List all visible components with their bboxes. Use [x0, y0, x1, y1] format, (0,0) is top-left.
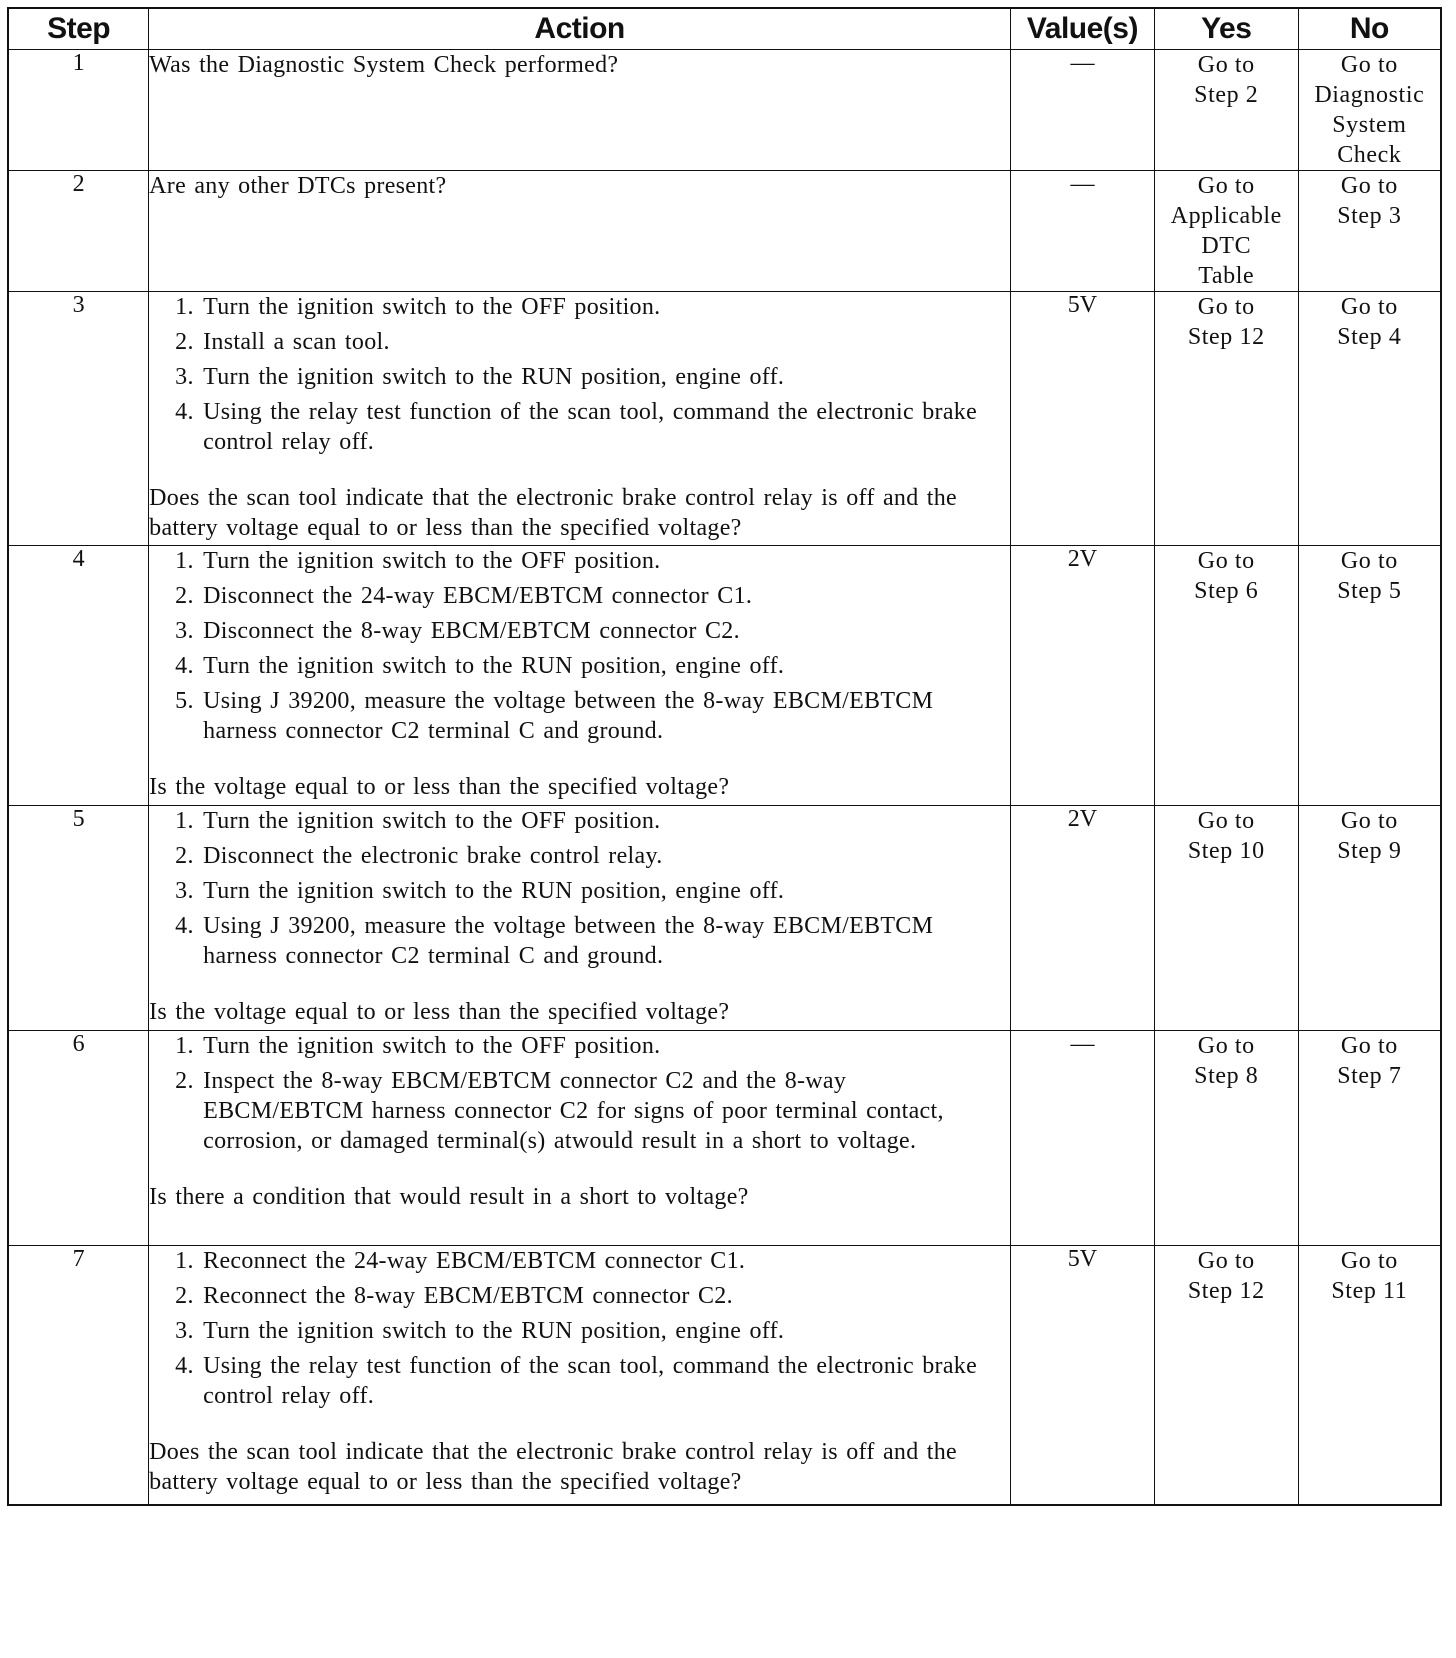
header-no: No — [1298, 8, 1441, 50]
no-line: Go to — [1340, 1033, 1398, 1059]
substep-text: Turn the ignition switch to the RUN position, engine off. — [203, 878, 785, 904]
yes-line: Go to — [1197, 1248, 1255, 1274]
substep-item — [149, 686, 1010, 746]
no-line: Step 7 — [1337, 1063, 1402, 1089]
yes-line: Go to — [1197, 294, 1255, 320]
no-line: Step 5 — [1337, 578, 1402, 604]
no-line: Step 4 — [1337, 324, 1402, 350]
header-row — [8, 8, 1441, 50]
substep-text: Reconnect the 24-way EBCM/EBTCM connector C1. — [203, 1248, 746, 1274]
yes-cell — [1154, 292, 1298, 546]
action-question: Does the scan tool indicate that the electronic brake control relay is off and the battery voltage equal to or less than the specified voltage? — [149, 1439, 958, 1495]
action-question: Was the Diagnostic System Check performed? — [149, 52, 619, 78]
substep-text: Turn the ignition switch to the OFF position. — [203, 548, 661, 574]
table-row — [8, 546, 1441, 806]
yes-cell — [1154, 806, 1298, 1031]
yes-line: Go to — [1197, 52, 1255, 78]
action-cell — [149, 171, 1011, 292]
action-question: Is the voltage equal to or less than the specified voltage? — [149, 774, 730, 800]
no-line: Go to — [1340, 808, 1398, 834]
table-row — [8, 1246, 1441, 1506]
yes-cell — [1154, 1031, 1298, 1246]
substep-text: Turn the ignition switch to the OFF position. — [203, 1033, 661, 1059]
no-line: Step 11 — [1331, 1278, 1408, 1304]
substep-text: Using the relay test function of the scan tool, command the electronic brake control relay off. — [203, 399, 978, 455]
substep-number: 1. — [175, 294, 194, 320]
no-line: Check — [1337, 142, 1402, 168]
no-cell — [1298, 50, 1441, 171]
action-cell — [149, 1031, 1011, 1246]
yes-line: Step 12 — [1187, 324, 1265, 350]
yes-line: Step 2 — [1194, 82, 1259, 108]
substep-text: Turn the ignition switch to the OFF position. — [203, 294, 661, 320]
table-row — [8, 1031, 1441, 1246]
substep-number: 2. — [175, 1283, 194, 1309]
substep-number: 4. — [175, 399, 194, 425]
no-cell — [1298, 546, 1441, 806]
step-number: 6 — [8, 1031, 149, 1246]
no-line: Go to — [1340, 173, 1398, 199]
yes-cell — [1154, 171, 1298, 292]
yes-line: Step 6 — [1194, 578, 1259, 604]
substep-text: Turn the ignition switch to the OFF position. — [203, 808, 661, 834]
substep-number: 4. — [175, 1353, 194, 1379]
table-body — [8, 50, 1441, 1506]
step-number: 2 — [8, 171, 149, 292]
substep-number: 1. — [175, 1248, 194, 1274]
action-cell — [149, 806, 1011, 1031]
yes-line: Step 8 — [1194, 1063, 1259, 1089]
yes-line: Table — [1198, 263, 1255, 289]
substep-number: 5. — [175, 688, 194, 714]
substep-number: 2. — [175, 843, 194, 869]
no-line: System — [1332, 112, 1407, 138]
substep-number: 2. — [175, 1068, 194, 1094]
substep-number: 2. — [175, 583, 194, 609]
table-row — [8, 50, 1441, 171]
substep-list — [149, 292, 1010, 457]
substep-text: Turn the ignition switch to the RUN position, engine off. — [203, 364, 785, 390]
substep-item — [149, 1031, 1010, 1061]
substep-text: Turn the ignition switch to the RUN position, engine off. — [203, 1318, 785, 1344]
substep-item — [149, 911, 1010, 971]
step-number: 3 — [8, 292, 149, 546]
substep-list — [149, 1031, 1010, 1156]
substep-item — [149, 876, 1010, 906]
substep-list — [149, 1246, 1010, 1411]
yes-cell — [1154, 546, 1298, 806]
value-cell: 5V — [1011, 1246, 1155, 1506]
substep-item — [149, 616, 1010, 646]
substep-item — [149, 651, 1010, 681]
substep-list — [149, 546, 1010, 746]
value-cell: 5V — [1011, 292, 1155, 546]
step-number: 4 — [8, 546, 149, 806]
no-cell — [1298, 806, 1441, 1031]
substep-item — [149, 806, 1010, 836]
step-number: 7 — [8, 1246, 149, 1506]
substep-text: Turn the ignition switch to the RUN position, engine off. — [203, 653, 785, 679]
value-cell: 2V — [1011, 546, 1155, 806]
value-cell: — — [1011, 50, 1155, 171]
action-cell — [149, 1246, 1011, 1506]
substep-number: 2. — [175, 329, 194, 355]
substep-item — [149, 397, 1010, 457]
diagnostic-table — [7, 7, 1442, 1506]
substep-number: 4. — [175, 653, 194, 679]
action-cell — [149, 50, 1011, 171]
substep-text: Reconnect the 8-way EBCM/EBTCM connector C2. — [203, 1283, 733, 1309]
yes-line: Go to — [1197, 808, 1255, 834]
substep-item — [149, 362, 1010, 392]
yes-line: Go to — [1197, 1033, 1255, 1059]
substep-item — [149, 581, 1010, 611]
action-question: Does the scan tool indicate that the electronic brake control relay is off and the battery voltage equal to or less than the specified voltage? — [149, 485, 958, 541]
substep-number: 3. — [175, 878, 194, 904]
no-line: Step 3 — [1337, 203, 1402, 229]
substep-item — [149, 1066, 1010, 1156]
no-line: Go to — [1340, 1248, 1398, 1274]
substep-text: Disconnect the electronic brake control relay. — [203, 843, 663, 869]
table-row — [8, 292, 1441, 546]
no-line: Diagnostic — [1314, 82, 1425, 108]
action-cell — [149, 546, 1011, 806]
yes-line: Go to — [1197, 173, 1255, 199]
table-row — [8, 806, 1441, 1031]
no-line: Step 9 — [1337, 838, 1402, 864]
action-question: Is there a condition that would result in a short to voltage? — [149, 1184, 749, 1210]
substep-text: Using the relay test function of the scan tool, command the electronic brake control relay off. — [203, 1353, 978, 1409]
table-row — [8, 171, 1441, 292]
value-cell: — — [1011, 1031, 1155, 1246]
value-cell: 2V — [1011, 806, 1155, 1031]
no-cell — [1298, 1031, 1441, 1246]
action-question: Are any other DTCs present? — [149, 173, 447, 199]
yes-line: DTC — [1201, 233, 1252, 259]
substep-item — [149, 327, 1010, 357]
step-number: 5 — [8, 806, 149, 1031]
no-cell — [1298, 171, 1441, 292]
value-cell: — — [1011, 171, 1155, 292]
yes-line: Go to — [1197, 548, 1255, 574]
yes-line: Step 10 — [1187, 838, 1265, 864]
step-number: 1 — [8, 50, 149, 171]
substep-item — [149, 1246, 1010, 1276]
yes-cell — [1154, 1246, 1298, 1506]
header-yes: Yes — [1154, 8, 1298, 50]
substep-text: Disconnect the 24-way EBCM/EBTCM connector C1. — [203, 583, 753, 609]
substep-item — [149, 292, 1010, 322]
header-values: Value(s) — [1011, 8, 1155, 50]
action-question: Is the voltage equal to or less than the specified voltage? — [149, 999, 730, 1025]
substep-number: 1. — [175, 1033, 194, 1059]
no-cell — [1298, 1246, 1441, 1506]
substep-text: Install a scan tool. — [203, 329, 390, 355]
substep-item — [149, 1281, 1010, 1311]
substep-item — [149, 1351, 1010, 1411]
substep-item — [149, 546, 1010, 576]
substep-number: 1. — [175, 808, 194, 834]
substep-number: 3. — [175, 1318, 194, 1344]
substep-list — [149, 806, 1010, 971]
substep-item — [149, 1316, 1010, 1346]
action-cell — [149, 292, 1011, 546]
substep-number: 4. — [175, 913, 194, 939]
no-line: Go to — [1340, 294, 1398, 320]
yes-cell — [1154, 50, 1298, 171]
substep-text: Using J 39200, measure the voltage between the 8-way EBCM/EBTCM harness connector C2 terminal C and ground. — [203, 688, 934, 744]
header-action: Action — [149, 8, 1011, 50]
substep-number: 3. — [175, 618, 194, 644]
substep-item — [149, 841, 1010, 871]
yes-line: Step 12 — [1187, 1278, 1265, 1304]
yes-line: Applicable — [1170, 203, 1282, 229]
substep-text: Inspect the 8-way EBCM/EBTCM connector C2 and the 8-way EBCM/EBTCM harness connector C2 for signs of poor terminal contact, corrosion, or damaged terminal(s) atwould result in a short to voltage. — [203, 1068, 944, 1154]
header-step: Step — [8, 8, 149, 50]
no-line: Go to — [1340, 52, 1398, 78]
no-line: Go to — [1340, 548, 1398, 574]
substep-text: Disconnect the 8-way EBCM/EBTCM connector C2. — [203, 618, 740, 644]
no-cell — [1298, 292, 1441, 546]
substep-text: Using J 39200, measure the voltage between the 8-way EBCM/EBTCM harness connector C2 terminal C and ground. — [203, 913, 934, 969]
substep-number: 1. — [175, 548, 194, 574]
substep-number: 3. — [175, 364, 194, 390]
